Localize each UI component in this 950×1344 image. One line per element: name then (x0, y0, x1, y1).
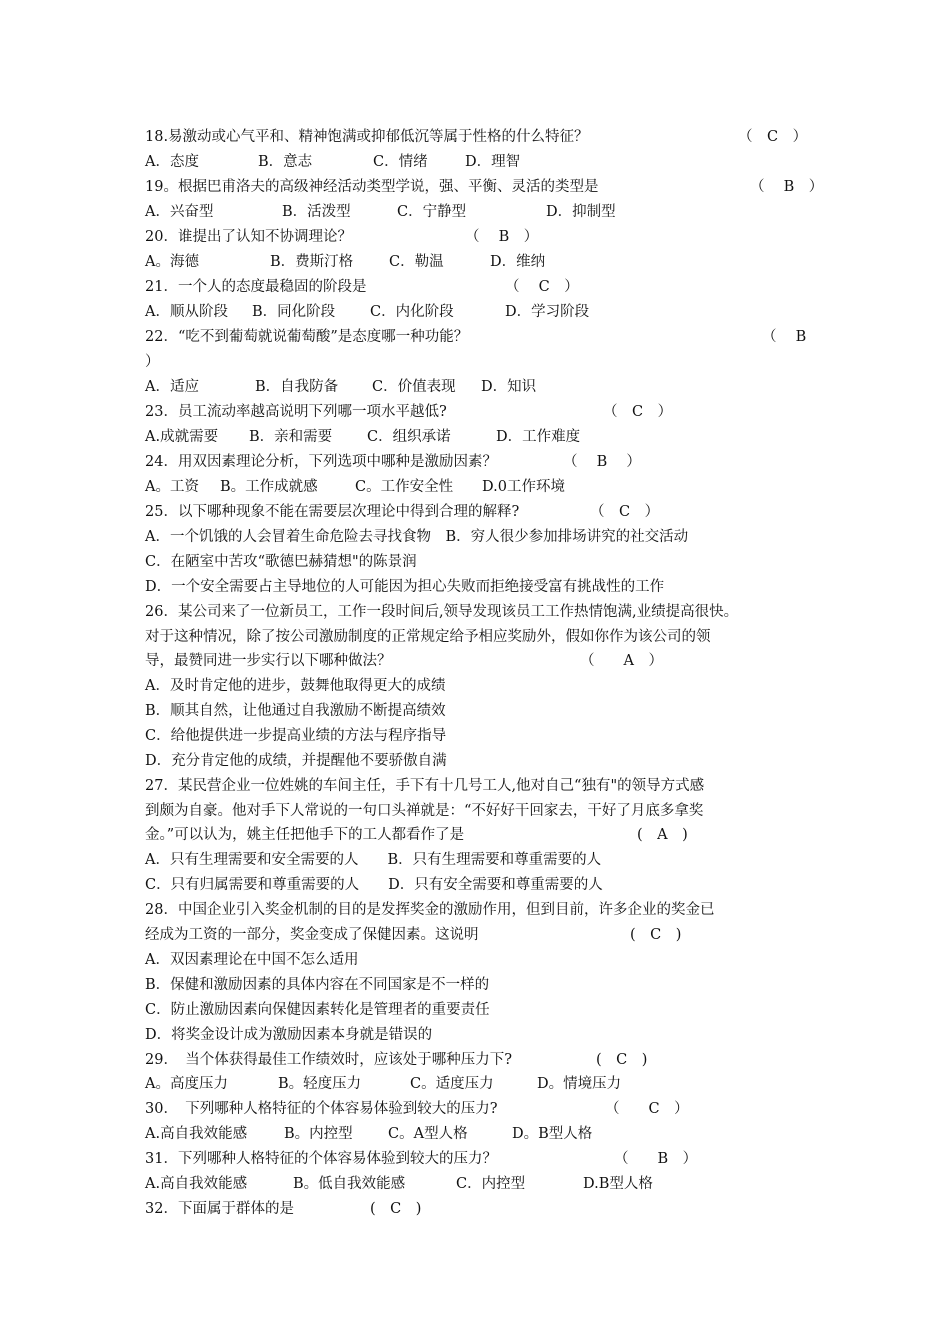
option: D.B型人格 (583, 1176, 653, 1192)
option: D．抑制型 (546, 204, 616, 220)
answer: ( C ) (596, 1052, 648, 1068)
option: C．勒温 (389, 254, 444, 270)
option: B．顺其自然，让他通过自我激励不断提高绩效 (145, 703, 446, 719)
option: C．价值表现 (372, 379, 456, 395)
answer: ( C ) (630, 927, 682, 943)
option: B。工作成就感 (220, 479, 318, 495)
option: A．顺从阶段 (145, 304, 228, 320)
question-text: 26．某公司来了一位新员工，工作一段时间后,领导发现该员工工作热情饱满,业绩提高很快。 (145, 604, 739, 620)
option: A。工资 (145, 479, 199, 495)
question-text: 19。根据巴甫洛夫的高级神经活动类型学说，强、平衡、灵活的类型是 (145, 179, 599, 195)
option: B。低自我效能感 (293, 1176, 406, 1192)
option: B．自我防备 (255, 379, 339, 395)
option: C。工作安全性 (355, 479, 454, 495)
option: D．学习阶段 (505, 304, 590, 320)
option: D。情境压力 (537, 1076, 622, 1092)
question-text: 经成为工资的一部分，奖金变成了保健因素。这说明 (145, 927, 479, 943)
option: D．维纳 (490, 254, 546, 270)
option: A．一个饥饿的人会冒着生命危险去寻找食物 B．穷人很少参加排场讲究的社交活动 (145, 529, 689, 545)
option: A．及时肯定他的进步，鼓舞他取得更大的成绩 (145, 678, 446, 694)
option: C．防止激励因素向保健因素转化是管理者的重要责任 (145, 1002, 490, 1018)
answer: （ C ） (505, 279, 579, 295)
option: A.高自我效能感 (145, 1176, 248, 1192)
answer: ( A ) (637, 827, 688, 843)
answer: （ C ） (590, 504, 660, 520)
question-text: 30． 下列哪种人格特征的个体容易体验到较大的压力? (145, 1101, 498, 1117)
option: B．保健和激励因素的具体内容在不同国家是不一样的 (145, 977, 490, 993)
question-text: 21．一个人的态度最稳固的阶段是 (145, 279, 367, 295)
option: D．理智 (465, 154, 521, 170)
option: D．将奖金设计成为激励因素本身就是错误的 (145, 1027, 433, 1043)
option: A．态度 (145, 154, 199, 170)
answer: （ C ） (605, 1101, 689, 1117)
option: D．充分肯定他的成绩，并提醒他不要骄傲自满 (145, 753, 447, 769)
answer: （ C ） (603, 404, 673, 420)
question-text: 28．中国企业引入奖金机制的目的是发挥奖金的激励作用，但到目前，许多企业的奖金已 (145, 902, 715, 918)
option: B。内控型 (284, 1126, 353, 1142)
option: B。轻度压力 (278, 1076, 362, 1092)
question-text: 20．谁提出了认知不协调理论？ (145, 229, 352, 245)
question-text: 29． 当个体获得最佳工作绩效时，应该处于哪种压力下? (145, 1052, 512, 1068)
option: B．活泼型 (282, 204, 351, 220)
option: C．只有归属需要和尊重需要的人 D．只有安全需要和尊重需要的人 (145, 877, 603, 893)
option: C．内化阶段 (370, 304, 454, 320)
option: A．双因素理论在中国不怎么适用 (145, 952, 359, 968)
answer-close: ） (145, 354, 160, 370)
option: D。B型人格 (512, 1126, 593, 1142)
question-text: 到颇为自豪。他对手下人常说的一句口头禅就是：“不好好干回家去，干好了月底多拿奖 (145, 803, 704, 819)
option: C．给他提供进一步提高业绩的方法与程序指导 (145, 728, 447, 744)
option: C．情绪 (373, 154, 428, 170)
option: B．同化阶段 (252, 304, 336, 320)
option: B．费斯汀格 (270, 254, 354, 270)
question-text: 22．“吃不到葡萄就说葡萄酸”是态度哪一种功能？ (145, 329, 469, 345)
question-text: 18.易激动或心气平和、精神饱满或抑郁低沉等属于性格的什么特征？ (145, 129, 589, 145)
question-text: 31．下列哪种人格特征的个体容易体验到较大的压力？ (145, 1151, 497, 1167)
question-text: 对于这种情况，除了按公司激励制度的正常规定给予相应奖励外，假如你作为该公司的领 (145, 629, 711, 645)
option: D.0工作环境 (482, 479, 565, 495)
option: C．宁静型 (397, 204, 467, 220)
option: B．亲和需要 (249, 429, 333, 445)
answer: ( C ) (370, 1201, 422, 1217)
option: A．兴奋型 (145, 204, 214, 220)
answer: （ A ） (580, 653, 663, 669)
option: C。适度压力 (410, 1076, 494, 1092)
option: D．知识 (481, 379, 537, 395)
option: B．意志 (258, 154, 313, 170)
question-text: 金。”可以认为，姚主任把他手下的工人都看作了是 (145, 827, 465, 843)
option: C．在陋室中苦攻“歌德巴赫猜想"的陈景润 (145, 554, 417, 570)
answer: （ B (762, 329, 807, 345)
option: C．内控型 (456, 1176, 526, 1192)
option: A.高自我效能感 (145, 1126, 248, 1142)
answer: （ B ） (614, 1151, 698, 1167)
answer: （ B ） (750, 179, 824, 195)
option: A．适应 (145, 379, 199, 395)
question-text: 25．以下哪种现象不能在需要层次理论中得到合理的解释? (145, 504, 520, 520)
answer: （ C ） (738, 129, 808, 145)
option: D．一个安全需要占主导地位的人可能因为担心失败而拒绝接受富有挑战性的工作 (145, 579, 665, 595)
option: D．工作难度 (496, 429, 581, 445)
option: A。海德 (145, 254, 199, 270)
option: C。A型人格 (388, 1126, 468, 1142)
answer: （ B ） (465, 229, 539, 245)
answer: （ B ） (563, 454, 641, 470)
question-text: 24．用双因素理论分析，下列选项中哪种是激励因素？ (145, 454, 497, 470)
question-text: 27．某民营企业一位姓姚的车间主任，手下有十几号工人,他对自己“独有"的领导方式感 (145, 778, 705, 794)
question-text: 导，最赞同进一步实行以下哪种做法？ (145, 653, 392, 669)
option: A。高度压力 (145, 1076, 228, 1092)
question-text: 23．员工流动率越高说明下列哪一项水平越低? (145, 404, 447, 420)
option: A．只有生理需要和安全需要的人 B．只有生理需要和尊重需要的人 (145, 852, 602, 868)
option: A.成就需要 (145, 429, 219, 445)
question-text: 32．下面属于群体的是 (145, 1201, 294, 1217)
option: C．组织承诺 (367, 429, 451, 445)
